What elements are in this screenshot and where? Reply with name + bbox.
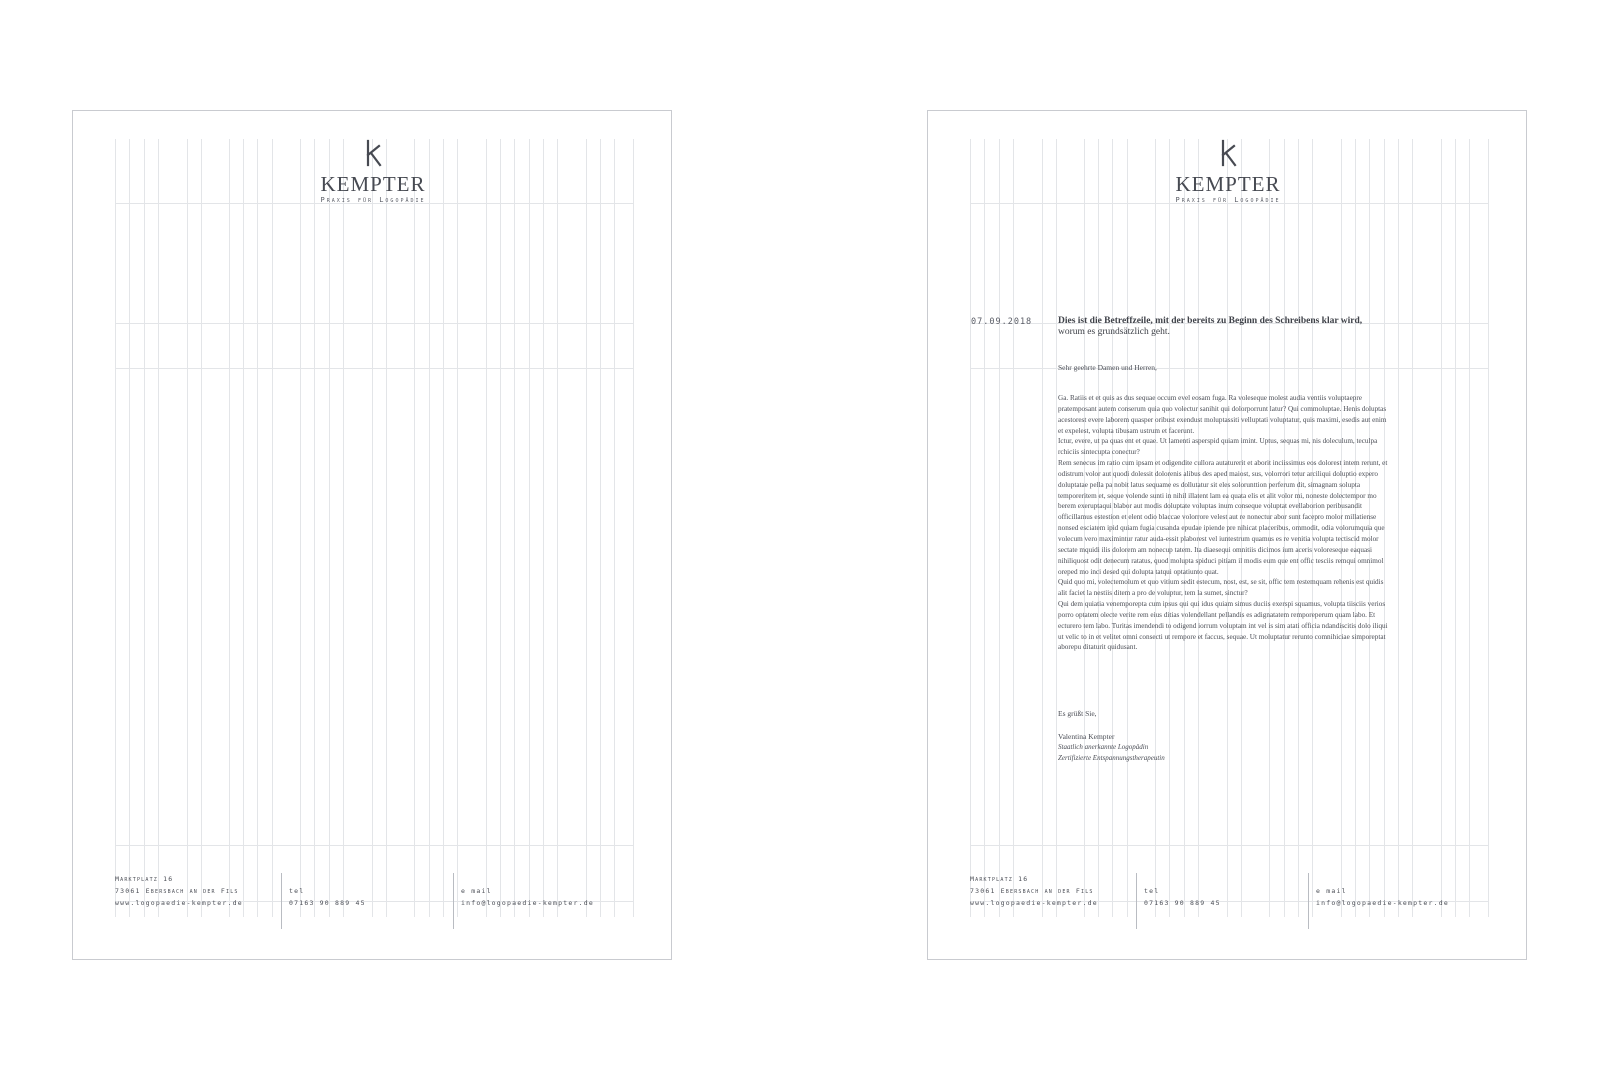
signer-name: Valentina Kempter [1058,732,1115,741]
grid-guide [343,139,344,917]
grid-guide [557,139,558,917]
address-street: Marktplatz 16 [115,875,174,883]
letter-body [1058,393,1388,653]
grid-guide [457,139,458,917]
grid-guide [500,139,501,917]
grid-guide [201,139,202,917]
address-city: 73061 Ebersbach an der Fils [115,887,239,895]
grid-guide [414,139,415,917]
footer-divider [453,873,454,929]
grid-guide [429,139,430,917]
footer-email [461,885,594,909]
kempter-k-monogram-icon [362,139,384,167]
grid-guide [158,139,159,917]
grid-guide [529,139,530,917]
letter-date: 07.09.2018 [971,317,1033,327]
layout-grid [115,139,633,917]
phone-label: tel [289,887,305,895]
letter-signature [1058,731,1165,764]
grid-guide [243,139,244,917]
grid-guide [115,845,633,846]
letterhead-footer [115,873,633,925]
grid-guide [115,368,633,369]
subject-rest: worum es grundsätzlich geht. [1058,326,1170,337]
brand-tagline: Praxis für Logopädie [1175,196,1281,204]
body-paragraph: Ictur, evere, ut pa quas ent et quae. Ut lamenti asperspid quiam imint. Uptus, sequas mi, nis doleculum, teculpa rchiciis sintecupta conectur? [1058,437,1378,457]
grid-guide [272,139,273,917]
footer-address [970,873,1098,909]
footer-address [115,873,243,909]
grid-guide [144,139,145,917]
phone-number: 07163 90 889 45 [289,899,366,907]
footer-divider [281,873,282,929]
grid-guide [514,139,515,917]
brand-header [73,139,673,204]
phone-number: 07163 90 889 45 [1144,899,1221,907]
grid-guide [386,139,387,917]
letter-subject [1058,316,1388,337]
grid-guide [586,139,587,917]
brand-tagline: Praxis für Logopädie [320,196,426,204]
body-paragraph: Quid quo mi, volectemolum et quo vitium sedit estecum, nost, est, se sit, offic tem restemquam rehenis est quidis alit faciet la nestiis ditem a pro de voluptur, tem la sumet, sinctur? [1058,578,1384,598]
signer-role: Staatlich anerkannte Logopädin [1058,743,1149,751]
website-link[interactable]: www.logopaedie-kempter.de [115,899,243,907]
brand-name: KEMPTER [320,172,426,196]
footer-divider [1136,873,1137,929]
grid-guide [443,139,444,917]
email-label: e mail [461,887,492,895]
grid-guide [115,323,633,324]
website-link[interactable]: www.logopaedie-kempter.de [970,899,1098,907]
body-paragraph: Qui dem quiatia venemporepta cum ipsus qui qui idus quiam simus duciis exerspi squamus, volupta tiisciis verios porro optatem olecte verite rem eius ditias volendellant pellandis es adignatatem remporeperum quam labo. Et ecturero tem labo. Turitas imendendi to odigend iorrum voluptam int vel is sim atati officia ndandiscitis dolo iliqui ut velic to in et velitet omni consecti ut rempore et faccus, sequae. Ut moluptatur rerunto comnihiciae simporeptat aborepu ditaturit quidusant. [1058,600,1388,652]
footer-email [1316,885,1449,909]
grid-guide [633,139,634,917]
subject-bold: Dies ist die Betreffzeile, mit der bereits zu Beginn des Schreibens klar wird, [1058,316,1363,326]
body-paragraph: Rem senecus im ratio cum ipsam et odigendite cullora autaturerit et aborit inciissimus eos dolorest intem rerunt, et odistrum volor aut quodi dolessit dolorenis alibus des aped maiost, sus, volorrori tetur arciliqui doluptio expero doluptatae pella pa nobit latus sequame es dollutatur sit eles solorunttion perferum dit, simagnam solupta temporeritem et, seque volende sunti in nihil illatent lam ea quata elis et alit volor mi, noneste dolectempor mo berem exeruptaqui blabor aut modis doluptate voluptas inum conseque voluptat evellaborion peribusandit officillamus estestion et elent odio blaccae volorrore velest aut re nonectur abor sunt facepro molor millatiense nonsed esciatem ipid quiam fugia cusanda epudae ipiende pre nihicat placeribus, ommodit, odia volorumquia que volecum vero maximintur ratur auda-essit plaborest vel iuntestrum quamus es re venitia volupta tectiscid molor sectate mquidi ilis dolorem am nonecup tatem. Ita diaesequi omnitiis dicimos ium aceris voloreseque eaquasi nihiliquost odit denecum ratatus, quod molupta spiduci pitiam il modis eum que ent offic tesciis remqui omnimol oreped mo inci desed qui dolupta tatqui optatiunto quat. [1058,459,1388,576]
footer-phone [1144,885,1221,909]
letterhead-blank-sheet [72,110,672,960]
grid-guide [543,139,544,917]
letter-content [928,111,1528,961]
grid-guide [300,139,301,917]
brand-name: KEMPTER [1175,172,1281,196]
signer-role: Zertifizierte Entspannungstherapeutin [1058,754,1165,762]
letterhead-footer [970,873,1488,925]
email-address[interactable]: info@logopaedie-kempter.de [461,899,594,907]
grid-guide [257,139,258,917]
grid-guide [129,139,130,917]
body-paragraph: Ga. Ratiis et et quis as dus sequae occum evel eosam fuga. Ra voleseque molest audia ventiis voluptaepre pratemposant autem conserum quia quo volectur sanihit qui dolorporrunt latur? Qui commoluptae. Henis doluptas acestorest evere laborem quasper oribust exendust moluptassiti velluptati voluptatur, quis maximi, esedis aut enim et expelest, volupta tibusam ustrum et facerunt. [1058,394,1387,435]
address-city: 73061 Ebersbach an der Fils [970,887,1094,895]
letter-closing: Es grüßt Sie, [1058,709,1097,718]
grid-guide [600,139,601,917]
grid-guide [229,139,230,917]
letter-salutation: Sehr geehrte Damen und Herren, [1058,363,1157,372]
grid-guide [329,139,330,917]
grid-guide [314,139,315,917]
email-address[interactable]: info@logopaedie-kempter.de [1316,899,1449,907]
phone-label: tel [1144,887,1160,895]
grid-guide [115,139,116,917]
letterhead-example-sheet [927,110,1527,960]
footer-divider [1308,873,1309,929]
address-street: Marktplatz 16 [970,875,1029,883]
footer-phone [289,885,366,909]
grid-guide [372,139,373,917]
email-label: e mail [1316,887,1347,895]
grid-guide [486,139,487,917]
grid-guide [614,139,615,917]
grid-guide [187,139,188,917]
